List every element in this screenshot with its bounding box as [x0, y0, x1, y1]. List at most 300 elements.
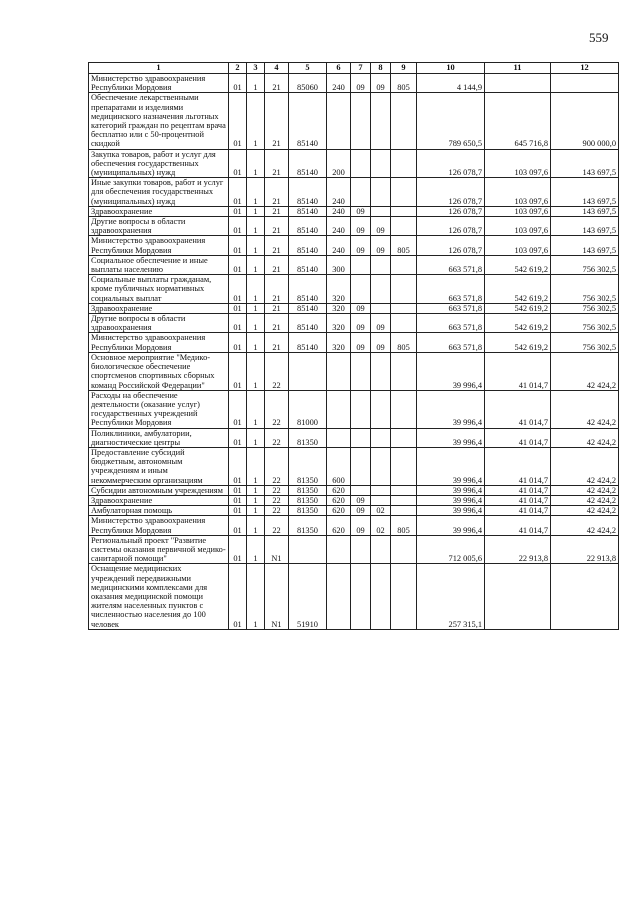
code-6-cell: 620 — [327, 506, 351, 516]
amount-11-cell: 41 014,7 — [485, 495, 551, 505]
amount-10-cell: 712 005,6 — [417, 535, 485, 564]
code-6-cell: 240 — [327, 236, 351, 255]
code-4-cell: 21 — [265, 255, 289, 274]
table-row — [89, 217, 619, 236]
table-body — [89, 74, 619, 630]
code-6-cell: 320 — [327, 333, 351, 352]
amount-12-cell: 756 302,5 — [551, 333, 619, 352]
table-row — [89, 564, 619, 629]
code-3-cell: 1 — [247, 535, 265, 564]
code-5-cell: 85060 — [289, 74, 327, 93]
code-3-cell: 1 — [247, 495, 265, 505]
code-2-cell: 01 — [229, 74, 247, 93]
code-3-cell: 1 — [247, 149, 265, 178]
code-8-cell — [371, 485, 391, 495]
amount-11-cell: 103 097,6 — [485, 149, 551, 178]
code-7-cell: 09 — [351, 314, 371, 333]
code-8-cell: 09 — [371, 314, 391, 333]
amount-12-cell: 42 424,2 — [551, 485, 619, 495]
amount-10-cell: 663 571,8 — [417, 303, 485, 313]
code-4-cell: 21 — [265, 217, 289, 236]
code-5-cell: 85140 — [289, 275, 327, 304]
code-4-cell: 21 — [265, 236, 289, 255]
code-8-cell — [371, 447, 391, 485]
code-8-cell — [371, 428, 391, 447]
code-8-cell: 02 — [371, 506, 391, 516]
row-name-cell: Министерство здравоохранения Республики Мордовия — [89, 333, 229, 352]
code-2-cell: 01 — [229, 93, 247, 149]
code-9-cell: 805 — [391, 333, 417, 352]
code-5-cell: 51910 — [289, 564, 327, 629]
amount-10-cell: 663 571,8 — [417, 314, 485, 333]
code-9-cell — [391, 303, 417, 313]
code-9-cell — [391, 495, 417, 505]
amount-12-cell: 42 424,2 — [551, 495, 619, 505]
column-header: 1 — [89, 63, 229, 74]
code-5-cell: 85140 — [289, 217, 327, 236]
amount-10-cell: 663 571,8 — [417, 333, 485, 352]
code-6-cell — [327, 352, 351, 390]
code-5-cell: 85140 — [289, 255, 327, 274]
row-name-cell: Министерство здравоохранения Республики Мордовия — [89, 236, 229, 255]
code-5-cell: 85140 — [289, 149, 327, 178]
row-name-cell: Другие вопросы в области здравоохранения — [89, 217, 229, 236]
amount-12-cell: 42 424,2 — [551, 506, 619, 516]
amount-10-cell: 4 144,9 — [417, 74, 485, 93]
code-3-cell: 1 — [247, 314, 265, 333]
amount-10-cell: 39 996,4 — [417, 447, 485, 485]
amount-10-cell: 39 996,4 — [417, 506, 485, 516]
code-8-cell: 09 — [371, 236, 391, 255]
row-name-cell: Министерство здравоохранения Республики Мордовия — [89, 516, 229, 535]
table-row — [89, 485, 619, 495]
amount-10-cell: 663 571,8 — [417, 275, 485, 304]
amount-11-cell: 542 619,2 — [485, 255, 551, 274]
code-4-cell: 22 — [265, 447, 289, 485]
column-header: 6 — [327, 63, 351, 74]
code-8-cell — [371, 149, 391, 178]
amount-10-cell: 39 996,4 — [417, 495, 485, 505]
code-6-cell: 620 — [327, 485, 351, 495]
amount-12-cell: 900 000,0 — [551, 93, 619, 149]
code-4-cell: 21 — [265, 93, 289, 149]
code-7-cell: 09 — [351, 506, 371, 516]
code-6-cell — [327, 93, 351, 149]
code-9-cell — [391, 564, 417, 629]
row-name-cell: Министерство здравоохранения Республики Мордовия — [89, 74, 229, 93]
code-9-cell — [391, 447, 417, 485]
amount-12-cell: 756 302,5 — [551, 255, 619, 274]
amount-11-cell: 22 913,8 — [485, 535, 551, 564]
table-row — [89, 506, 619, 516]
code-8-cell — [371, 535, 391, 564]
code-2-cell: 01 — [229, 535, 247, 564]
amount-12-cell: 756 302,5 — [551, 303, 619, 313]
code-8-cell — [371, 495, 391, 505]
row-name-cell: Закупка товаров, работ и услуг для обеспечения государственных (муниципальных) нужд — [89, 149, 229, 178]
code-9-cell — [391, 535, 417, 564]
amount-12-cell: 22 913,8 — [551, 535, 619, 564]
code-6-cell: 300 — [327, 255, 351, 274]
code-4-cell: 22 — [265, 390, 289, 428]
code-3-cell: 1 — [247, 516, 265, 535]
column-header: 5 — [289, 63, 327, 74]
amount-11-cell: 41 014,7 — [485, 390, 551, 428]
table-row — [89, 93, 619, 149]
code-9-cell: 805 — [391, 516, 417, 535]
code-5-cell: 81000 — [289, 390, 327, 428]
code-5-cell: 81350 — [289, 485, 327, 495]
amount-11-cell: 542 619,2 — [485, 333, 551, 352]
code-7-cell: 09 — [351, 495, 371, 505]
code-9-cell — [391, 206, 417, 216]
row-name-cell: Основное мероприятие "Медико-биологическое обеспечение спортсменов спортивных сборных команд Российской Федерации" — [89, 352, 229, 390]
code-8-cell — [371, 352, 391, 390]
column-header: 7 — [351, 63, 371, 74]
code-7-cell: 09 — [351, 516, 371, 535]
code-5-cell: 85140 — [289, 178, 327, 207]
code-5-cell: 81350 — [289, 447, 327, 485]
code-5-cell: 85140 — [289, 314, 327, 333]
table-row — [89, 275, 619, 304]
code-9-cell — [391, 485, 417, 495]
amount-10-cell: 257 315,1 — [417, 564, 485, 629]
row-name-cell: Иные закупки товаров, работ и услуг для обеспечения государственных (муниципальных) нужд — [89, 178, 229, 207]
code-2-cell: 01 — [229, 506, 247, 516]
code-6-cell — [327, 535, 351, 564]
code-3-cell: 1 — [247, 485, 265, 495]
code-2-cell: 01 — [229, 485, 247, 495]
code-5-cell — [289, 535, 327, 564]
amount-12-cell: 143 697,5 — [551, 236, 619, 255]
table-row — [89, 303, 619, 313]
row-name-cell: Социальные выплаты гражданам, кроме публичных нормативных социальных выплат — [89, 275, 229, 304]
code-8-cell: 09 — [371, 333, 391, 352]
code-2-cell: 01 — [229, 428, 247, 447]
code-9-cell: 805 — [391, 74, 417, 93]
code-7-cell: 09 — [351, 217, 371, 236]
code-9-cell — [391, 178, 417, 207]
code-8-cell — [371, 178, 391, 207]
code-7-cell — [351, 275, 371, 304]
code-5-cell: 81350 — [289, 516, 327, 535]
code-6-cell: 600 — [327, 447, 351, 485]
table-row — [89, 333, 619, 352]
amount-12-cell: 42 424,2 — [551, 516, 619, 535]
code-5-cell: 85140 — [289, 93, 327, 149]
code-7-cell — [351, 485, 371, 495]
amount-12-cell: 42 424,2 — [551, 390, 619, 428]
code-9-cell — [391, 428, 417, 447]
amount-12-cell: 42 424,2 — [551, 447, 619, 485]
code-7-cell: 09 — [351, 206, 371, 216]
row-name-cell: Здравоохранение — [89, 495, 229, 505]
amount-11-cell: 542 619,2 — [485, 314, 551, 333]
amount-11-cell: 41 014,7 — [485, 516, 551, 535]
table-row — [89, 236, 619, 255]
amount-11-cell — [485, 74, 551, 93]
amount-10-cell: 126 078,7 — [417, 178, 485, 207]
code-2-cell: 01 — [229, 275, 247, 304]
code-6-cell: 320 — [327, 303, 351, 313]
column-header: 3 — [247, 63, 265, 74]
code-4-cell: N1 — [265, 535, 289, 564]
code-3-cell: 1 — [247, 506, 265, 516]
amount-12-cell: 143 697,5 — [551, 178, 619, 207]
code-2-cell: 01 — [229, 516, 247, 535]
code-2-cell: 01 — [229, 390, 247, 428]
row-name-cell: Амбулаторная помощь — [89, 506, 229, 516]
row-name-cell: Здравоохранение — [89, 303, 229, 313]
amount-10-cell: 39 996,4 — [417, 485, 485, 495]
row-name-cell: Расходы на обеспечение деятельности (оказание услуг) государственных учреждений Республики Мордовия — [89, 390, 229, 428]
table-row — [89, 535, 619, 564]
row-name-cell: Субсидии автономным учреждениям — [89, 485, 229, 495]
table-row — [89, 516, 619, 535]
code-2-cell: 01 — [229, 236, 247, 255]
code-9-cell — [391, 390, 417, 428]
amount-11-cell: 542 619,2 — [485, 275, 551, 304]
row-name-cell: Социальное обеспечение и иные выплаты населению — [89, 255, 229, 274]
code-4-cell: 21 — [265, 74, 289, 93]
code-4-cell: N1 — [265, 564, 289, 629]
column-header: 9 — [391, 63, 417, 74]
code-8-cell — [371, 255, 391, 274]
column-header: 8 — [371, 63, 391, 74]
code-7-cell — [351, 564, 371, 629]
code-9-cell — [391, 352, 417, 390]
amount-12-cell: 143 697,5 — [551, 149, 619, 178]
amount-10-cell: 39 996,4 — [417, 352, 485, 390]
code-4-cell: 21 — [265, 275, 289, 304]
code-3-cell: 1 — [247, 303, 265, 313]
code-7-cell — [351, 535, 371, 564]
code-4-cell: 21 — [265, 206, 289, 216]
column-header: 11 — [485, 63, 551, 74]
row-name-cell: Оснащение медицинских учреждений передвижными медицинскими комплексами для оказания медицинской помощи жителям населенных пунктов с численностью населения до 100 человек — [89, 564, 229, 629]
amount-11-cell: 41 014,7 — [485, 506, 551, 516]
table-row — [89, 149, 619, 178]
table-row — [89, 74, 619, 93]
code-3-cell: 1 — [247, 206, 265, 216]
column-header: 2 — [229, 63, 247, 74]
code-6-cell: 620 — [327, 516, 351, 535]
code-5-cell: 81350 — [289, 506, 327, 516]
amount-12-cell: 756 302,5 — [551, 275, 619, 304]
code-7-cell — [351, 255, 371, 274]
code-4-cell: 21 — [265, 314, 289, 333]
amount-12-cell: 42 424,2 — [551, 428, 619, 447]
amount-11-cell: 41 014,7 — [485, 352, 551, 390]
amount-10-cell: 789 650,5 — [417, 93, 485, 149]
table-header-row — [89, 63, 619, 74]
code-6-cell — [327, 390, 351, 428]
code-8-cell — [371, 564, 391, 629]
code-8-cell: 09 — [371, 217, 391, 236]
code-5-cell: 81350 — [289, 428, 327, 447]
code-8-cell — [371, 275, 391, 304]
code-9-cell — [391, 149, 417, 178]
amount-10-cell: 39 996,4 — [417, 428, 485, 447]
code-2-cell: 01 — [229, 217, 247, 236]
code-2-cell: 01 — [229, 333, 247, 352]
code-5-cell: 85140 — [289, 206, 327, 216]
amount-10-cell: 663 571,8 — [417, 255, 485, 274]
amount-11-cell — [485, 564, 551, 629]
code-2-cell: 01 — [229, 303, 247, 313]
code-6-cell: 200 — [327, 149, 351, 178]
code-6-cell: 620 — [327, 495, 351, 505]
code-8-cell — [371, 206, 391, 216]
amount-11-cell: 41 014,7 — [485, 428, 551, 447]
code-9-cell — [391, 275, 417, 304]
code-7-cell: 09 — [351, 303, 371, 313]
code-9-cell — [391, 93, 417, 149]
code-6-cell — [327, 564, 351, 629]
page-number: 559 — [589, 30, 609, 45]
code-3-cell: 1 — [247, 333, 265, 352]
code-6-cell: 240 — [327, 206, 351, 216]
code-8-cell — [371, 390, 391, 428]
amount-12-cell: 42 424,2 — [551, 352, 619, 390]
code-4-cell: 21 — [265, 149, 289, 178]
code-2-cell: 01 — [229, 255, 247, 274]
amount-12-cell — [551, 74, 619, 93]
amount-10-cell: 126 078,7 — [417, 149, 485, 178]
code-4-cell: 21 — [265, 303, 289, 313]
code-3-cell: 1 — [247, 428, 265, 447]
amount-10-cell: 126 078,7 — [417, 217, 485, 236]
code-9-cell — [391, 314, 417, 333]
code-5-cell: 85140 — [289, 236, 327, 255]
code-9-cell — [391, 506, 417, 516]
code-5-cell — [289, 352, 327, 390]
code-7-cell — [351, 428, 371, 447]
code-2-cell: 01 — [229, 314, 247, 333]
code-9-cell — [391, 217, 417, 236]
amount-10-cell: 39 996,4 — [417, 516, 485, 535]
code-6-cell: 240 — [327, 178, 351, 207]
code-3-cell: 1 — [247, 93, 265, 149]
code-4-cell: 21 — [265, 333, 289, 352]
code-3-cell: 1 — [247, 255, 265, 274]
row-name-cell: Обеспечение лекарственными препаратами и изделиями медицинского назначения льготных категорий граждан по рецептам врача бесплатно или с 50-процентной скидкой — [89, 93, 229, 149]
table-row — [89, 390, 619, 428]
code-8-cell — [371, 303, 391, 313]
code-7-cell: 09 — [351, 236, 371, 255]
column-header: 12 — [551, 63, 619, 74]
amount-10-cell: 126 078,7 — [417, 236, 485, 255]
code-7-cell: 09 — [351, 333, 371, 352]
code-2-cell: 01 — [229, 495, 247, 505]
table-row — [89, 314, 619, 333]
column-header: 10 — [417, 63, 485, 74]
code-2-cell: 01 — [229, 206, 247, 216]
code-8-cell: 02 — [371, 516, 391, 535]
code-7-cell — [351, 390, 371, 428]
code-3-cell: 1 — [247, 236, 265, 255]
amount-11-cell: 103 097,6 — [485, 178, 551, 207]
amount-11-cell: 41 014,7 — [485, 447, 551, 485]
row-name-cell: Региональный проект "Развитие системы оказания первичной медико-санитарной помощи" — [89, 535, 229, 564]
code-6-cell: 320 — [327, 275, 351, 304]
code-3-cell: 1 — [247, 217, 265, 236]
code-2-cell: 01 — [229, 178, 247, 207]
code-8-cell — [371, 93, 391, 149]
code-4-cell: 22 — [265, 485, 289, 495]
code-3-cell: 1 — [247, 352, 265, 390]
row-name-cell: Другие вопросы в области здравоохранения — [89, 314, 229, 333]
amount-11-cell: 645 716,8 — [485, 93, 551, 149]
amount-11-cell: 103 097,6 — [485, 236, 551, 255]
code-4-cell: 22 — [265, 506, 289, 516]
row-name-cell: Здравоохранение — [89, 206, 229, 216]
code-3-cell: 1 — [247, 447, 265, 485]
table-row — [89, 206, 619, 216]
code-4-cell: 21 — [265, 178, 289, 207]
budget-table — [88, 62, 619, 630]
amount-12-cell: 143 697,5 — [551, 217, 619, 236]
code-2-cell: 01 — [229, 352, 247, 390]
code-9-cell: 805 — [391, 236, 417, 255]
code-9-cell — [391, 255, 417, 274]
amount-12-cell: 756 302,5 — [551, 314, 619, 333]
code-3-cell: 1 — [247, 390, 265, 428]
amount-12-cell: 143 697,5 — [551, 206, 619, 216]
code-3-cell: 1 — [247, 564, 265, 629]
code-6-cell: 320 — [327, 314, 351, 333]
code-7-cell — [351, 352, 371, 390]
code-2-cell: 01 — [229, 564, 247, 629]
amount-10-cell: 39 996,4 — [417, 390, 485, 428]
code-3-cell: 1 — [247, 275, 265, 304]
table-row — [89, 447, 619, 485]
code-7-cell — [351, 178, 371, 207]
code-6-cell: 240 — [327, 217, 351, 236]
code-8-cell: 09 — [371, 74, 391, 93]
table-row — [89, 352, 619, 390]
amount-11-cell: 41 014,7 — [485, 485, 551, 495]
code-2-cell: 01 — [229, 149, 247, 178]
code-7-cell — [351, 149, 371, 178]
table-row — [89, 495, 619, 505]
row-name-cell: Поликлиники, амбулатории, диагностические центры — [89, 428, 229, 447]
code-4-cell: 22 — [265, 516, 289, 535]
code-3-cell: 1 — [247, 74, 265, 93]
code-3-cell: 1 — [247, 178, 265, 207]
amount-11-cell: 103 097,6 — [485, 217, 551, 236]
column-header: 4 — [265, 63, 289, 74]
code-4-cell: 22 — [265, 495, 289, 505]
code-7-cell — [351, 447, 371, 485]
code-6-cell: 240 — [327, 74, 351, 93]
amount-11-cell: 542 619,2 — [485, 303, 551, 313]
amount-11-cell: 103 097,6 — [485, 206, 551, 216]
code-7-cell — [351, 93, 371, 149]
code-6-cell — [327, 428, 351, 447]
table-row — [89, 428, 619, 447]
code-5-cell: 81350 — [289, 495, 327, 505]
row-name-cell: Предоставление субсидий бюджетным, автономным учреждениям и иным некоммерческим организациям — [89, 447, 229, 485]
code-7-cell: 09 — [351, 74, 371, 93]
code-5-cell: 85140 — [289, 333, 327, 352]
table-row — [89, 178, 619, 207]
code-4-cell: 22 — [265, 352, 289, 390]
table-row — [89, 255, 619, 274]
code-2-cell: 01 — [229, 447, 247, 485]
code-5-cell: 85140 — [289, 303, 327, 313]
amount-10-cell: 126 078,7 — [417, 206, 485, 216]
